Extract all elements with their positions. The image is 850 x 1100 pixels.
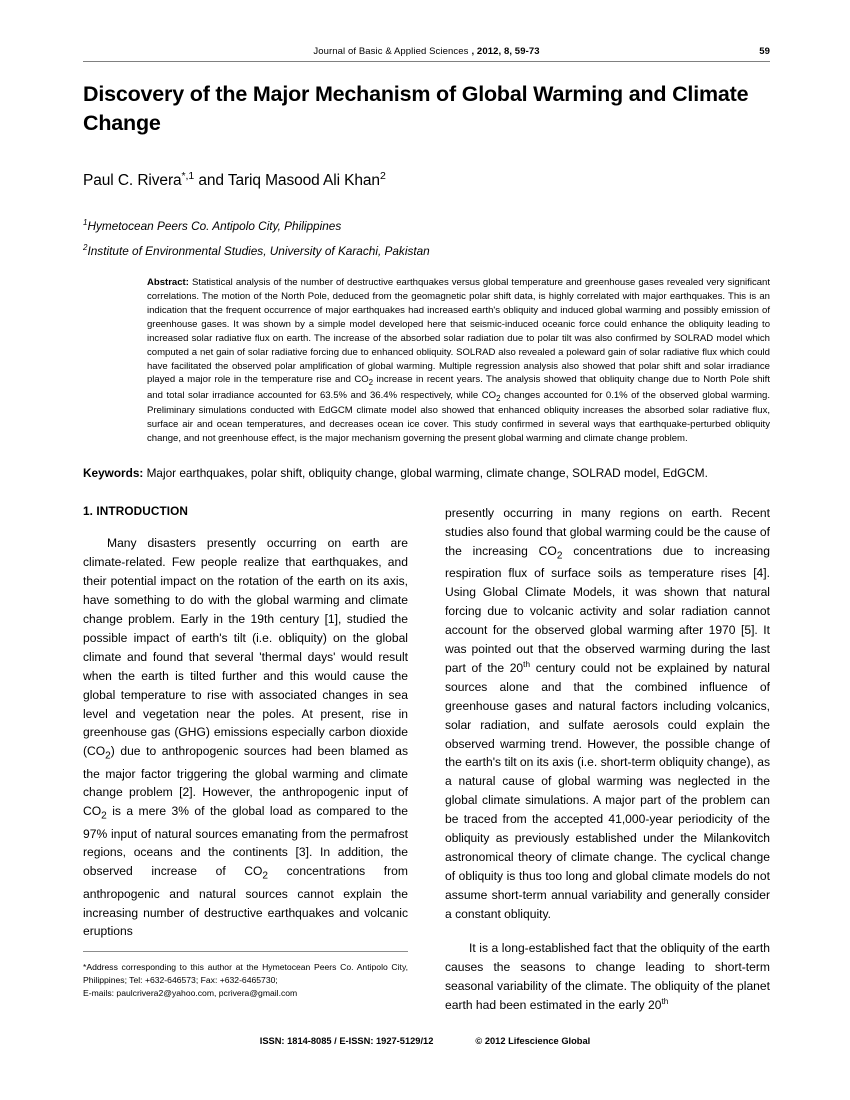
journal-issue-meta: , 2012, 8, 59-73 (471, 46, 540, 57)
section-heading-introduction: 1. INTRODUCTION (83, 504, 189, 519)
corresponding-author-footnote (83, 951, 408, 1000)
affiliation-2 (83, 244, 770, 260)
journal-title: Journal of Basic & Applied Sciences (313, 46, 469, 57)
right-p1-part-b: concentrations due to increasing respiration flux of surface soils as temperature rises [4]. Using Global Climate Models, it was shown that natural forcing due to volcanic activity and solar radiation cannot account for the observed global warming after 1970 [5]. It was pointed out that the observed warming during the last part of the 20 (445, 544, 770, 675)
author-2-mark: 2 (379, 170, 386, 183)
left-paragraph-1 (83, 534, 408, 941)
keywords-label: Keywords: (83, 466, 144, 481)
author-1-marks: *,1 (181, 170, 195, 183)
author-list (83, 171, 770, 191)
keywords-block (83, 465, 770, 482)
authors-conjunction: and Tariq Masood Ali Khan (194, 172, 380, 190)
page-title: Discovery of the Major Mechanism of Global Warming and Climate Change (83, 82, 749, 135)
abstract-text-part-1: Statistical analysis of the number of destructive earthquakes versus global temperature and greenhouse gases revealed very significant correlations. The motion of the North Pole, deduced from the geomagnetic polar shift data, is highly correlated with major earthquakes. This is an indication that the frequent occurrence of major earthquakes had increased earth's obliquity and induced global warming and possibly emission of greenhouse gases. It was shown by a simple model developed here that seismic-induced oceanic force could enhance the obliquity leading to increased solar radiative flux on earth. The increase of the absorbed solar radiation due to polar tilt was also confirmed by SOLRAD model which computed a net gain of solar radiative forcing due to enhanced obliquity. SOLRAD also revealed a poleward gain of solar radiative flux which could have facilitated the observed polar amplification of global warming. Multiple regression analysis also showed that polar shift and solar irradiance played a major role in the temperature rise and CO (147, 277, 770, 386)
running-head (83, 46, 770, 60)
right-paragraph-1 (445, 504, 770, 924)
page-number: 59 (759, 46, 770, 57)
affiliation-2-mark: 2 (83, 243, 88, 253)
right-p1-part-c: century could not be explained by natural sources alone and that the combined influence of greenhouse gases and natural factors including volcanics, solar radiation, and sulfate aerosols could explain the observed warming trend. However, the possible change of the earth's tilt on its axis (i.e. short-term obliquity change), as a natural cause of global warming was neglected in the global climate simulations. A major part of the problem can be traced from the accepted 41,000-year periodicity of the obliquity as previously established under the Milankovitch astronomical theory of climate change. The cyclical change of obliquity is thus too long and global climate models do not assume short-term annual variability and generally consider a constant obliquity. (445, 660, 770, 921)
co2-subscript-a: 2 (368, 378, 374, 388)
left-p1-part-b: ) due to anthropogenic sources had been blamed as the major factor triggering the global warming and climate change problem [2]. However, the anthropogenic input of CO (83, 744, 408, 819)
ordinal-superscript-a: th (523, 659, 531, 669)
left-p1-part-d: concentrations from anthropogenic and natural sources cannot explain the increasing number of destructive earthquakes and volcanic eruptions (83, 864, 408, 939)
co2-subscript-c: 2 (105, 750, 111, 762)
keywords-text: Major earthquakes, polar shift, obliquity change, global warming, climate change, SOLRAD model, EdGCM. (143, 466, 708, 481)
page-content (83, 46, 770, 1049)
issn-text: ISSN: 1814-8085 / E-ISSN: 1927-5129/12 (259, 1036, 434, 1046)
footnote-email-line: E-mails: paulcrivera2@yahoo.com, pcrivera@gmail.com (83, 987, 298, 998)
co2-subscript-f: 2 (556, 550, 563, 562)
header-divider (83, 61, 770, 62)
abstract-paragraph (147, 276, 770, 446)
column-right (445, 504, 770, 1014)
abstract-text-part-2: increase in recent years. The analysis showed that obliquity change due to North Pole shift and total solar irradiance accounted for 63.5% and 36.4% respectively, while CO (147, 374, 770, 401)
copyright-text: © 2012 Lifescience Global (475, 1036, 591, 1046)
affiliation-1-mark: 1 (83, 218, 88, 228)
right-p2-part-a: It is a long-established fact that the obliquity of the earth causes the seasons to change leading to short-term seasonal variability of the climate. The obliquity of the planet earth had been estimated in the early 20 (445, 940, 770, 1012)
co2-subscript-d: 2 (101, 810, 107, 822)
right-p1-part-a: presently occurring in many regions on earth. Recent studies also found that global warming could be the cause of the increasing CO (445, 506, 770, 559)
affiliation-1 (83, 219, 770, 235)
affiliation-1-text: Hymetocean Peers Co. Antipolo City, Philippines (87, 219, 342, 234)
abstract-text-part-3: changes accounted for 0.1% of the observed global warming. Preliminary simulations conducted with EdGCM climate model also showed that enhanced obliquity increases the absorbed solar radiative flux, surface air and ocean temperatures, and decreases ocean ice cover. This study confirmed in several ways that earthquake-perturbed obliquity change, and not greenhouse effect, is the major mechanism governing the present global warming and climate change problem. (147, 389, 771, 445)
footnote-address-line: *Address corresponding to this author at the Hymetocean Peers Co. Antipolo City, Philippines; Tel: +632-646573; Fax: +632-6465730; (83, 962, 408, 985)
affiliation-2-text: Institute of Environmental Studies, University of Karachi, Pakistan (87, 244, 430, 259)
footnote-divider (83, 951, 408, 952)
page-footer (0, 1036, 850, 1046)
right-paragraph-2 (445, 939, 770, 1015)
abstract-block (147, 276, 770, 446)
abstract-label: Abstract: (147, 277, 189, 289)
ordinal-superscript-b: th (661, 996, 669, 1006)
column-left (83, 504, 408, 941)
co2-subscript-b: 2 (496, 393, 501, 403)
left-p1-part-a: Many disasters presently occurring on earth are climate-related. Few people realize that earthquakes, and their potential impact on the rotation of the earth on its axis, have something to do with the global warming and climate change problem. Early in the 19th century [1], studied the possible impact of earth's tilt (i.e. obliquity) on the global climate and found that several 'thermal days' would result when the earth is tilted further and this would cause the global temperature to rise with associated changes in sea level and vegetation near the poles. At present, rise in greenhouse gas (GHG) emissions especially carbon dioxide (CO (83, 536, 408, 759)
co2-subscript-e: 2 (262, 870, 268, 882)
left-p1-part-c: is a mere 3% of the global load as compared to the 97% input of natural sources emanating from the permafrost regions, oceans and the continents [3]. In addition, the observed increase of CO (83, 804, 408, 879)
author-1-name: Paul C. Rivera (83, 172, 182, 190)
